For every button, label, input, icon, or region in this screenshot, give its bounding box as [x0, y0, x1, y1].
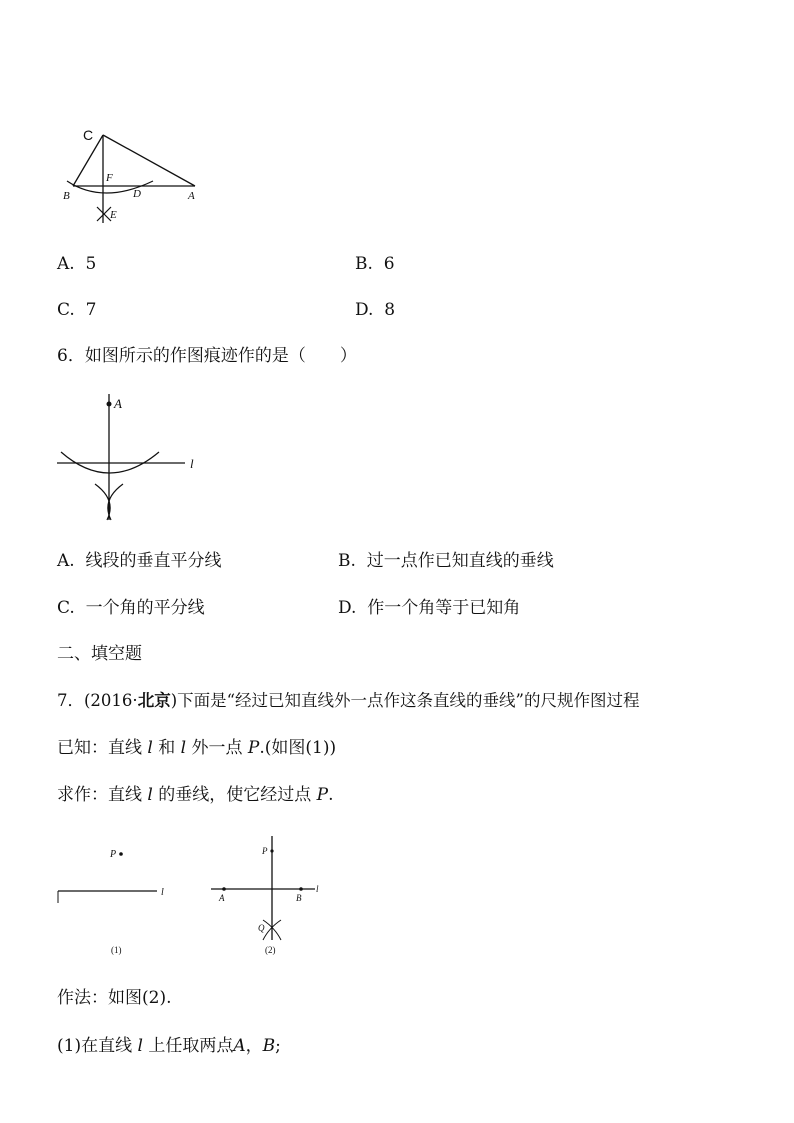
option-text: 线段的垂直平分线	[85, 551, 222, 571]
q6-option-b: B. 过一点作已知直线的垂线	[338, 551, 554, 571]
point-p-label: P	[316, 785, 329, 805]
given-mid2: 外一点	[191, 738, 243, 758]
line-l-label: l	[147, 738, 153, 758]
option-text: 8	[384, 300, 396, 320]
option-key: C	[57, 300, 70, 320]
given-mid: 和	[158, 738, 176, 758]
option-key: A	[57, 551, 70, 571]
point-b-label: B	[63, 190, 70, 202]
q7-stem-text: 下面是“经过已知直线外一点作这条直线的垂线”的尺规作图过程	[177, 691, 640, 710]
point-p-label: P	[262, 846, 268, 856]
line-l-label: l	[190, 456, 194, 471]
point-q-label: Q	[258, 923, 265, 933]
step1-mid: 上任取两点	[148, 1036, 234, 1056]
option-key: A	[57, 254, 70, 274]
line-l-label: l	[180, 738, 187, 758]
option-key: D	[355, 300, 369, 320]
q7-source-place: 北京	[137, 691, 171, 710]
point-b-label: B	[296, 893, 302, 903]
q5-option-b: B. 6	[355, 254, 395, 274]
figure-caption: (2)	[265, 945, 276, 955]
q7-source-close: )	[170, 691, 178, 710]
point-a-label: A	[114, 396, 122, 411]
step1-suffix: ;	[275, 1036, 281, 1056]
option-text: 过一点作已知直线的垂线	[366, 551, 554, 571]
point-p-label: P	[110, 849, 117, 860]
q5-option-d: D. 8	[355, 300, 396, 320]
point-p-label: P	[247, 738, 260, 758]
point-e-label: E	[110, 209, 117, 221]
option-key: B	[355, 254, 368, 274]
q6-option-d: D. 作一个角等于已知角	[338, 598, 521, 618]
point-d-label: D	[133, 188, 141, 200]
section-title: 二、填空题	[57, 644, 142, 664]
point-b-label: B	[262, 1036, 276, 1056]
point-a-label: A	[233, 1036, 246, 1056]
point-f-label: F	[106, 172, 113, 184]
q7-find	[57, 784, 334, 806]
option-text: 7	[85, 300, 97, 320]
option-text: 一个角的平分线	[85, 598, 205, 618]
step1-comma: ，	[245, 1036, 263, 1056]
q7-source-open: (2016·	[84, 691, 138, 710]
q5-option-c: C. 7	[57, 300, 97, 320]
q5-figure	[55, 125, 215, 225]
q6-option-c: C. 一个角的平分线	[57, 598, 205, 618]
option-key: C	[57, 598, 70, 618]
q6-option-a: A. 线段的垂直平分线	[57, 551, 222, 571]
point-a-label: A	[188, 190, 195, 202]
q7-given	[57, 737, 336, 759]
option-key: D	[338, 598, 352, 618]
option-key: B	[338, 551, 351, 571]
q5-option-a: A. 5	[57, 254, 97, 274]
find-prefix: 求作：直线	[57, 785, 142, 805]
given-prefix: 已知：直线	[57, 738, 142, 758]
q7-stem	[57, 690, 640, 712]
line-l-label: l	[137, 1036, 143, 1056]
point-c-label: C	[83, 127, 94, 143]
figure-caption: (1)	[111, 945, 122, 955]
given-suffix: .(如图(1))	[259, 738, 337, 758]
option-text: 作一个角等于已知角	[367, 598, 521, 618]
option-text: 6	[383, 254, 395, 274]
find-mid: 的垂线，使它经过点	[158, 785, 312, 805]
step1-prefix: (1)在直线	[57, 1036, 133, 1056]
q6-stem: 6．如图所示的作图痕迹作的是（ ）	[57, 346, 357, 366]
point-a-label: A	[219, 893, 225, 903]
find-suffix: .	[328, 785, 334, 805]
q7-number: 7．	[57, 691, 84, 710]
option-text: 5	[85, 254, 97, 274]
q7-method: 作法：如图(2).	[57, 988, 172, 1008]
q7-figure-2	[205, 832, 335, 960]
line-l-label: l	[316, 884, 319, 894]
q6-figure	[55, 390, 215, 525]
q7-figure-1	[55, 835, 185, 960]
q7-step-1	[57, 1035, 281, 1057]
line-l-label: l	[147, 785, 153, 805]
line-l-label: l	[161, 887, 164, 898]
